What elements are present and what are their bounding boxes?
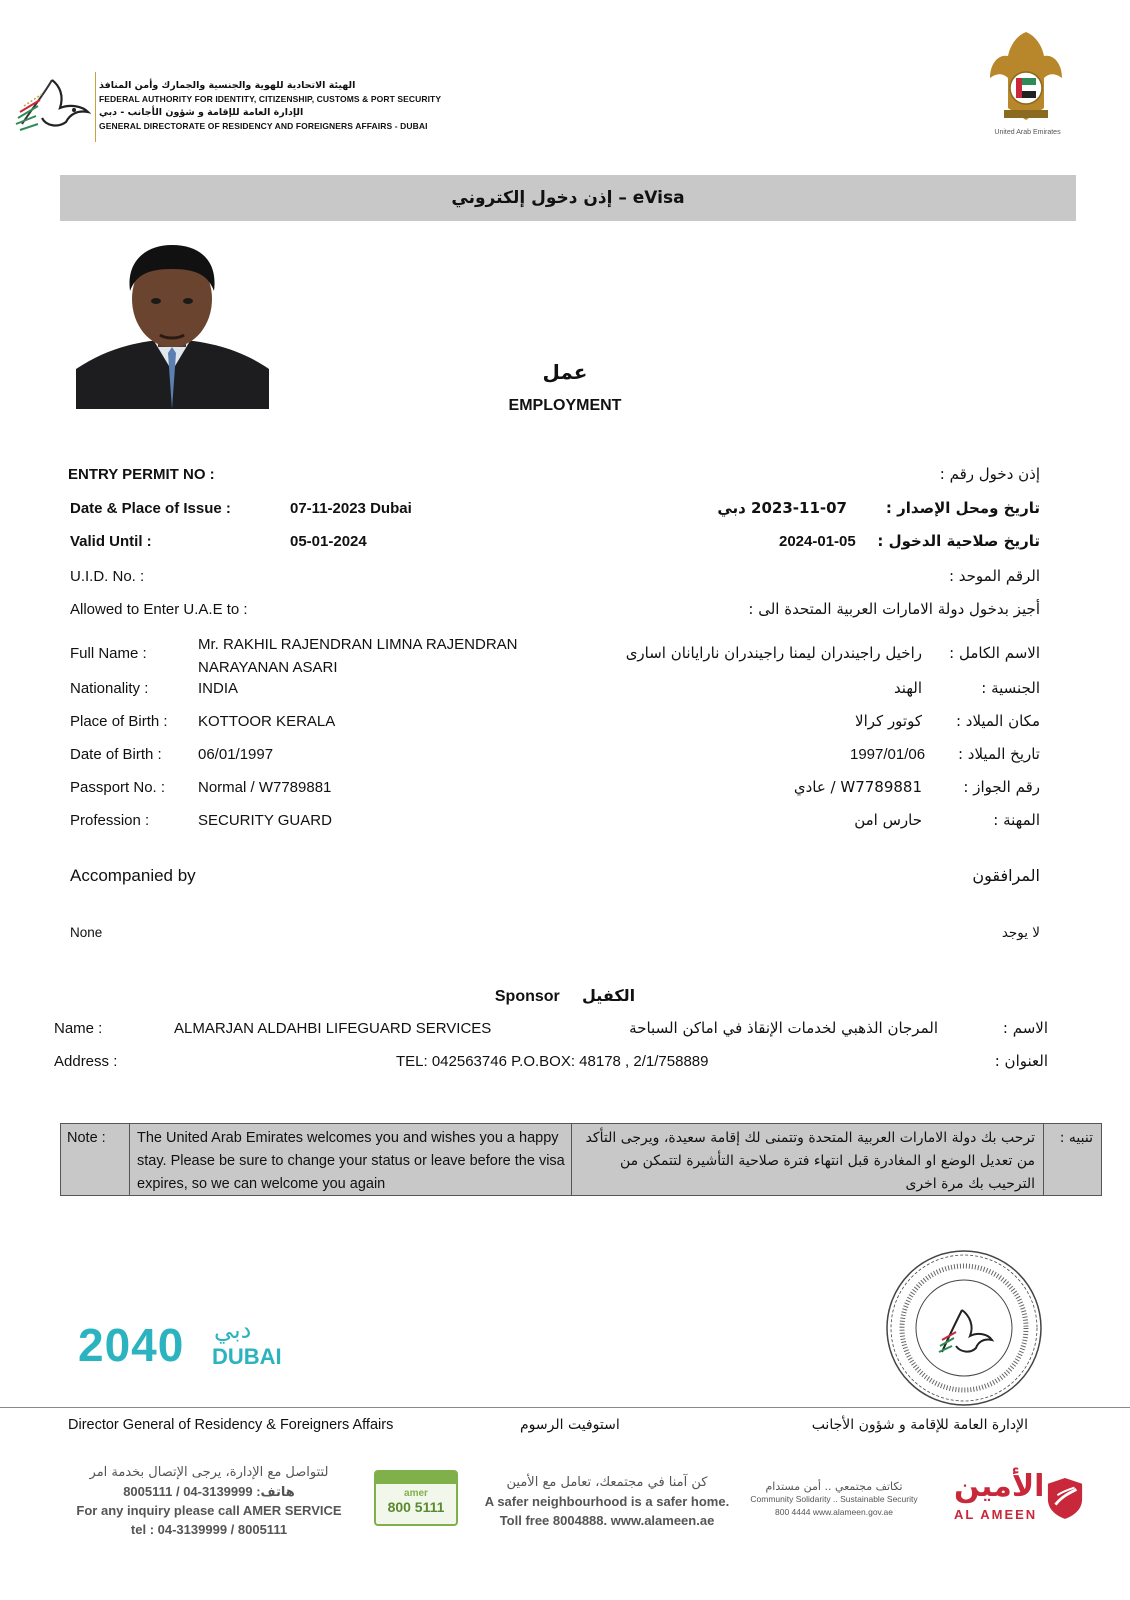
evisa-title: إذن دخول إلكتروني – eVisa	[451, 188, 685, 208]
birthplace-value-ar: كوتور كرالا	[855, 712, 922, 730]
dubai-2040-en: DUBAI	[212, 1344, 282, 1369]
valid-label-ar: تاريخ صلاحية الدخول :	[877, 532, 1040, 550]
footer-divider	[0, 1407, 1130, 1408]
alameen-logo-en: AL AMEEN	[954, 1507, 1038, 1522]
birthplace-label-en: Place of Birth :	[70, 713, 168, 730]
alameen-slogan-ar: تكاتف مجتمعي .. أمن مستدام	[765, 1480, 903, 1493]
accompanied-label-en: Accompanied by	[70, 866, 196, 885]
entry-permit-label-en: ENTRY PERMIT NO :	[68, 466, 215, 483]
amer-line-4: tel : 04-3139999 / 8005111	[130, 1522, 288, 1537]
profession-value-ar: حارس امن	[854, 811, 922, 829]
header-separator	[95, 72, 96, 142]
applicant-photo	[76, 241, 269, 409]
sponsor-title-en: Sponsor	[494, 988, 560, 1005]
nationality-value-ar: الهند	[893, 679, 922, 697]
passport-value-ar: W7789881 / عادي	[793, 778, 922, 796]
dob-label-ar: تاريخ الميلاد :	[957, 745, 1040, 763]
sponsor-address-label-ar: العنوان :	[994, 1052, 1048, 1070]
authority-falcon-logo	[12, 66, 92, 136]
sponsor-name-value-en: ALMARJAN ALDAHBI LIFEGUARD SERVICES	[174, 1020, 492, 1037]
full-name-label-en: Full Name :	[70, 645, 147, 662]
sponsor-name-label-ar: الاسم :	[1002, 1019, 1048, 1037]
dob-label-en: Date of Birth :	[70, 746, 162, 763]
full-name-value-en: Mr. RAKHIL RAJENDRAN LIMNA RAJENDRAN NARAYANAN ASARI	[198, 636, 518, 676]
allowed-label-en: Allowed to Enter U.A.E to :	[70, 601, 248, 618]
valid-value-ar: 2024-01-05	[779, 533, 856, 550]
allowed-label-ar: أجيز بدخول دولة الامارات العربية المتحدة الى :	[748, 600, 1040, 618]
uid-label-en: U.I.D. No. :	[70, 568, 145, 585]
alameen-logo	[948, 1469, 1088, 1531]
alameen-slogan-contact: 800 4444 www.alameen.gov.ae	[775, 1507, 893, 1517]
alameen-line-1: كن آمنا في مجتمعك، تعامل مع الأمين	[506, 1475, 708, 1490]
amer-logo-number: 800 5111	[387, 1499, 445, 1515]
valid-value-en: 05-01-2024	[290, 533, 367, 550]
amer-line-1: لتتواصل مع الإدارة، يرجى الإتصال بخدمة امر	[89, 1465, 329, 1480]
authority-line-ar-2: الإدارة العامة للإقامة و شؤون الأجانب - دبي	[99, 107, 304, 118]
alameen-slogan	[744, 1480, 924, 1519]
passport-value-en: Normal / W7789881	[198, 779, 332, 796]
sponsor-title-ar: الكفيل	[582, 986, 636, 1005]
authority-line-ar-1: الهيئة الاتحادية للهوية والجنسية والجمارك وأمن المنافذ	[99, 80, 356, 91]
alameen-slogan-en: Community Solidarity .. Sustainable Security	[750, 1494, 918, 1504]
authority-line-en-2: GENERAL DIRECTORATE OF RESIDENCY AND FOREIGNERS AFFAIRS - DUBAI	[99, 120, 428, 131]
accompanied-label-ar: المرافقون	[972, 866, 1040, 885]
issue-label-en: Date & Place of Issue :	[70, 500, 231, 517]
note-text-ar: ترحب بك دولة الامارات العربية المتحدة وتتمنى لك إقامة سعيدة، ويرجى التأكد من تعديل الوضع او المغادرة قبل انتهاء فترة صلاحية التأشيرة لتتمكن من الترحيب بك مرة اخرى	[572, 1124, 1044, 1195]
note-table	[60, 1123, 1102, 1196]
fees-paid-label: استوفيت الرسوم	[520, 1417, 620, 1433]
amer-logo-band	[376, 1472, 456, 1484]
valid-label-en: Valid Until :	[70, 533, 152, 550]
note-text-en: The United Arab Emirates welcomes you and wishes you a happy stay. Please be sure to change your status or leave before the visa expires, so we can welcome you again	[130, 1124, 572, 1195]
passport-label-en: Passport No. :	[70, 779, 166, 796]
amer-service-logo	[374, 1470, 458, 1526]
issue-value-en: 07-11-2023 Dubai	[290, 500, 412, 517]
issue-label-ar: تاريخ ومحل الإصدار :	[885, 499, 1040, 517]
director-signature-label: Director General of Residency & Foreigners Affairs	[68, 1417, 394, 1433]
amer-contact-info	[74, 1463, 344, 1539]
sponsor-name-label-en: Name :	[54, 1020, 103, 1037]
dubai-2040-logo	[78, 1316, 282, 1378]
alameen-contact-info	[482, 1473, 732, 1530]
alameen-logo-ar: الأمين	[954, 1469, 1045, 1504]
amer-line-3: For any inquiry please call AMER SERVICE	[76, 1503, 342, 1518]
dubai-2040-ar: دبي	[214, 1316, 252, 1344]
uae-emblem-icon	[986, 28, 1066, 128]
profession-value-en: SECURITY GUARD	[198, 812, 332, 829]
issue-value-ar: 2023-11-07 دبي	[717, 499, 847, 517]
full-name-label-ar: الاسم الكامل :	[949, 644, 1040, 662]
dubai-2040-number: 2040	[78, 1319, 185, 1371]
alameen-line-3: Toll free 8004888. www.alameen.ae	[499, 1513, 715, 1528]
uid-label-ar: الرقم الموحد :	[948, 567, 1040, 585]
emblem-caption: United Arab Emirates	[994, 129, 1061, 136]
birthplace-value-en: KOTTOOR KERALA	[198, 713, 336, 730]
alameen-line-2: A safer neighbourhood is a safer home.	[484, 1494, 730, 1509]
authority-line-en-1: FEDERAL AUTHORITY FOR IDENTITY, CITIZENSHIP, CUSTOMS & PORT SECURITY	[99, 93, 442, 104]
sponsor-address-label-en: Address :	[54, 1053, 118, 1070]
nationality-label-ar: الجنسية :	[981, 679, 1040, 697]
directorate-label-ar: الإدارة العامة للإقامة و شؤون الأجانب	[811, 1417, 1028, 1433]
visa-type-en: EMPLOYMENT	[508, 397, 622, 414]
authority-name-block	[99, 79, 442, 133]
nationality-label-en: Nationality :	[70, 680, 149, 697]
dob-value-en: 06/01/1997	[198, 746, 274, 763]
amer-logo-word: amer	[404, 1488, 428, 1499]
full-name-value-ar: راخيل راجيندران ليمنا راجيندران نارايانان اسارى	[625, 644, 922, 662]
dob-value-ar: 1997/01/06	[850, 746, 926, 763]
sponsor-address-value: TEL: 042563746 P.O.BOX: 48178 , 2/1/758889	[396, 1053, 709, 1070]
sponsor-name-value-ar: المرجان الذهبي لخدمات الإنقاذ في اماكن السباحة	[629, 1019, 938, 1037]
note-label-en: Note :	[61, 1124, 130, 1195]
visa-type-ar: عمل	[542, 360, 588, 384]
evisa-title-bar	[60, 175, 1076, 221]
alameen-shield-icon	[1046, 1475, 1084, 1521]
birthplace-label-ar: مكان الميلاد :	[955, 712, 1040, 730]
note-label-ar: تنبيه :	[1059, 1130, 1093, 1146]
accompanied-value-en: None	[70, 925, 103, 940]
profession-label-ar: المهنة :	[993, 811, 1040, 829]
sponsor-title	[400, 986, 730, 1006]
profession-label-en: Profession :	[70, 812, 150, 829]
entry-permit-label-ar: إذن دخول رقم :	[939, 465, 1040, 483]
accompanied-value-ar: لا يوجد	[1001, 925, 1040, 941]
passport-label-ar: رقم الجواز :	[963, 778, 1040, 796]
amer-line-2: 8005111 / 04-3139999 :هاتف	[123, 1484, 295, 1499]
nationality-value-en: INDIA	[198, 680, 239, 697]
official-seal-stamp	[884, 1248, 1044, 1408]
